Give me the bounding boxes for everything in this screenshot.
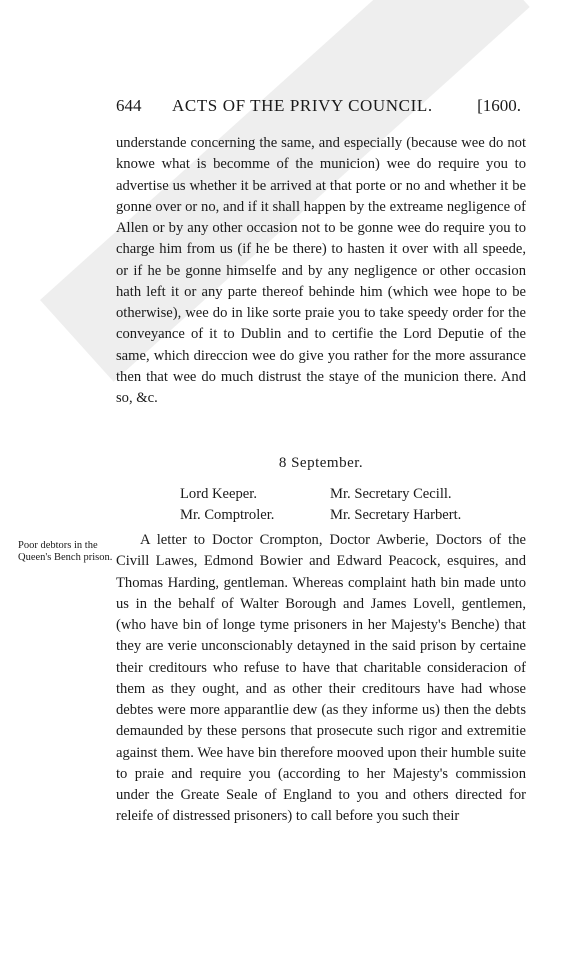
attendees-row [170,505,510,526]
page-header [116,96,521,120]
second-paragraph-block [116,530,526,828]
second-paragraph: A letter to Doctor Crompton, Doctor Awberie, Doctors of the Civill Lawes, Edmond Bowier and Edward Peacock, esquires, and Thomas Harding, gentleman. Whereas complaint hath bin made unto us in the behalf of Walter Borough and James Lovell, gentlemen, (who have bin of longe tyme prisoners in her Majesty's Benche) that they are verie unconscionably detayned in the said prison by certaine their creditours who refuse to have that charitable consideracion of them as they ought, and as other their creditours have had whose debtes were more apparantlie dew (as they informe us) then the debts demaunded by these persons that prosecute such rigor and extremitie against them. Wee have bin therefore mooved upon their humble suite to praie and require you (according to her Majesty's commission under the Greate Seale of England to you and others directed for releife of distressed prisoners) to call before you such their [116,532,526,825]
first-paragraph-block [116,133,526,409]
first-paragraph: understande concerning the same, and especially (because wee do not knowe what is becomme of the municion) wee do require you to advertise us whether it be arrived at that porte or no and whether it be gonne over or no, and if it shall happen by the extreame negligence of Allen or by any other occasion not to be gonne wee do require you to charge him from us (if he be there) to hasten it over with all speede, or if he be gonne himselfe and by any negligence or other occasion hath left it or any parte thereof behinde him (which wee hope to be otherwise), wee do in like sorte praie you to take speedy order for the conveyance of it to Dublin and to certifie the Lord Deputie of the same, which direccion wee do give you rather for the more assurance then that wee do much distrust the staye of the municion there. And so, &c. [116,135,526,406]
attendee: Mr. Secretary Cecill. [330,486,452,502]
margin-note: Poor debtors in the Queen's Bench prison. [18,540,113,563]
attendees-list [170,484,510,526]
meeting-date: 8 September. [278,455,364,471]
attendee: Lord Keeper. [180,486,257,502]
attendees-row [170,484,510,505]
page-number: 644 [116,96,142,115]
attendee: Mr. Comptroler. [180,507,275,523]
running-title: ACTS OF THE PRIVY COUNCIL. [172,96,433,115]
attendee: Mr. Secretary Harbert. [330,507,462,523]
year-marker: [1600. [477,96,521,115]
